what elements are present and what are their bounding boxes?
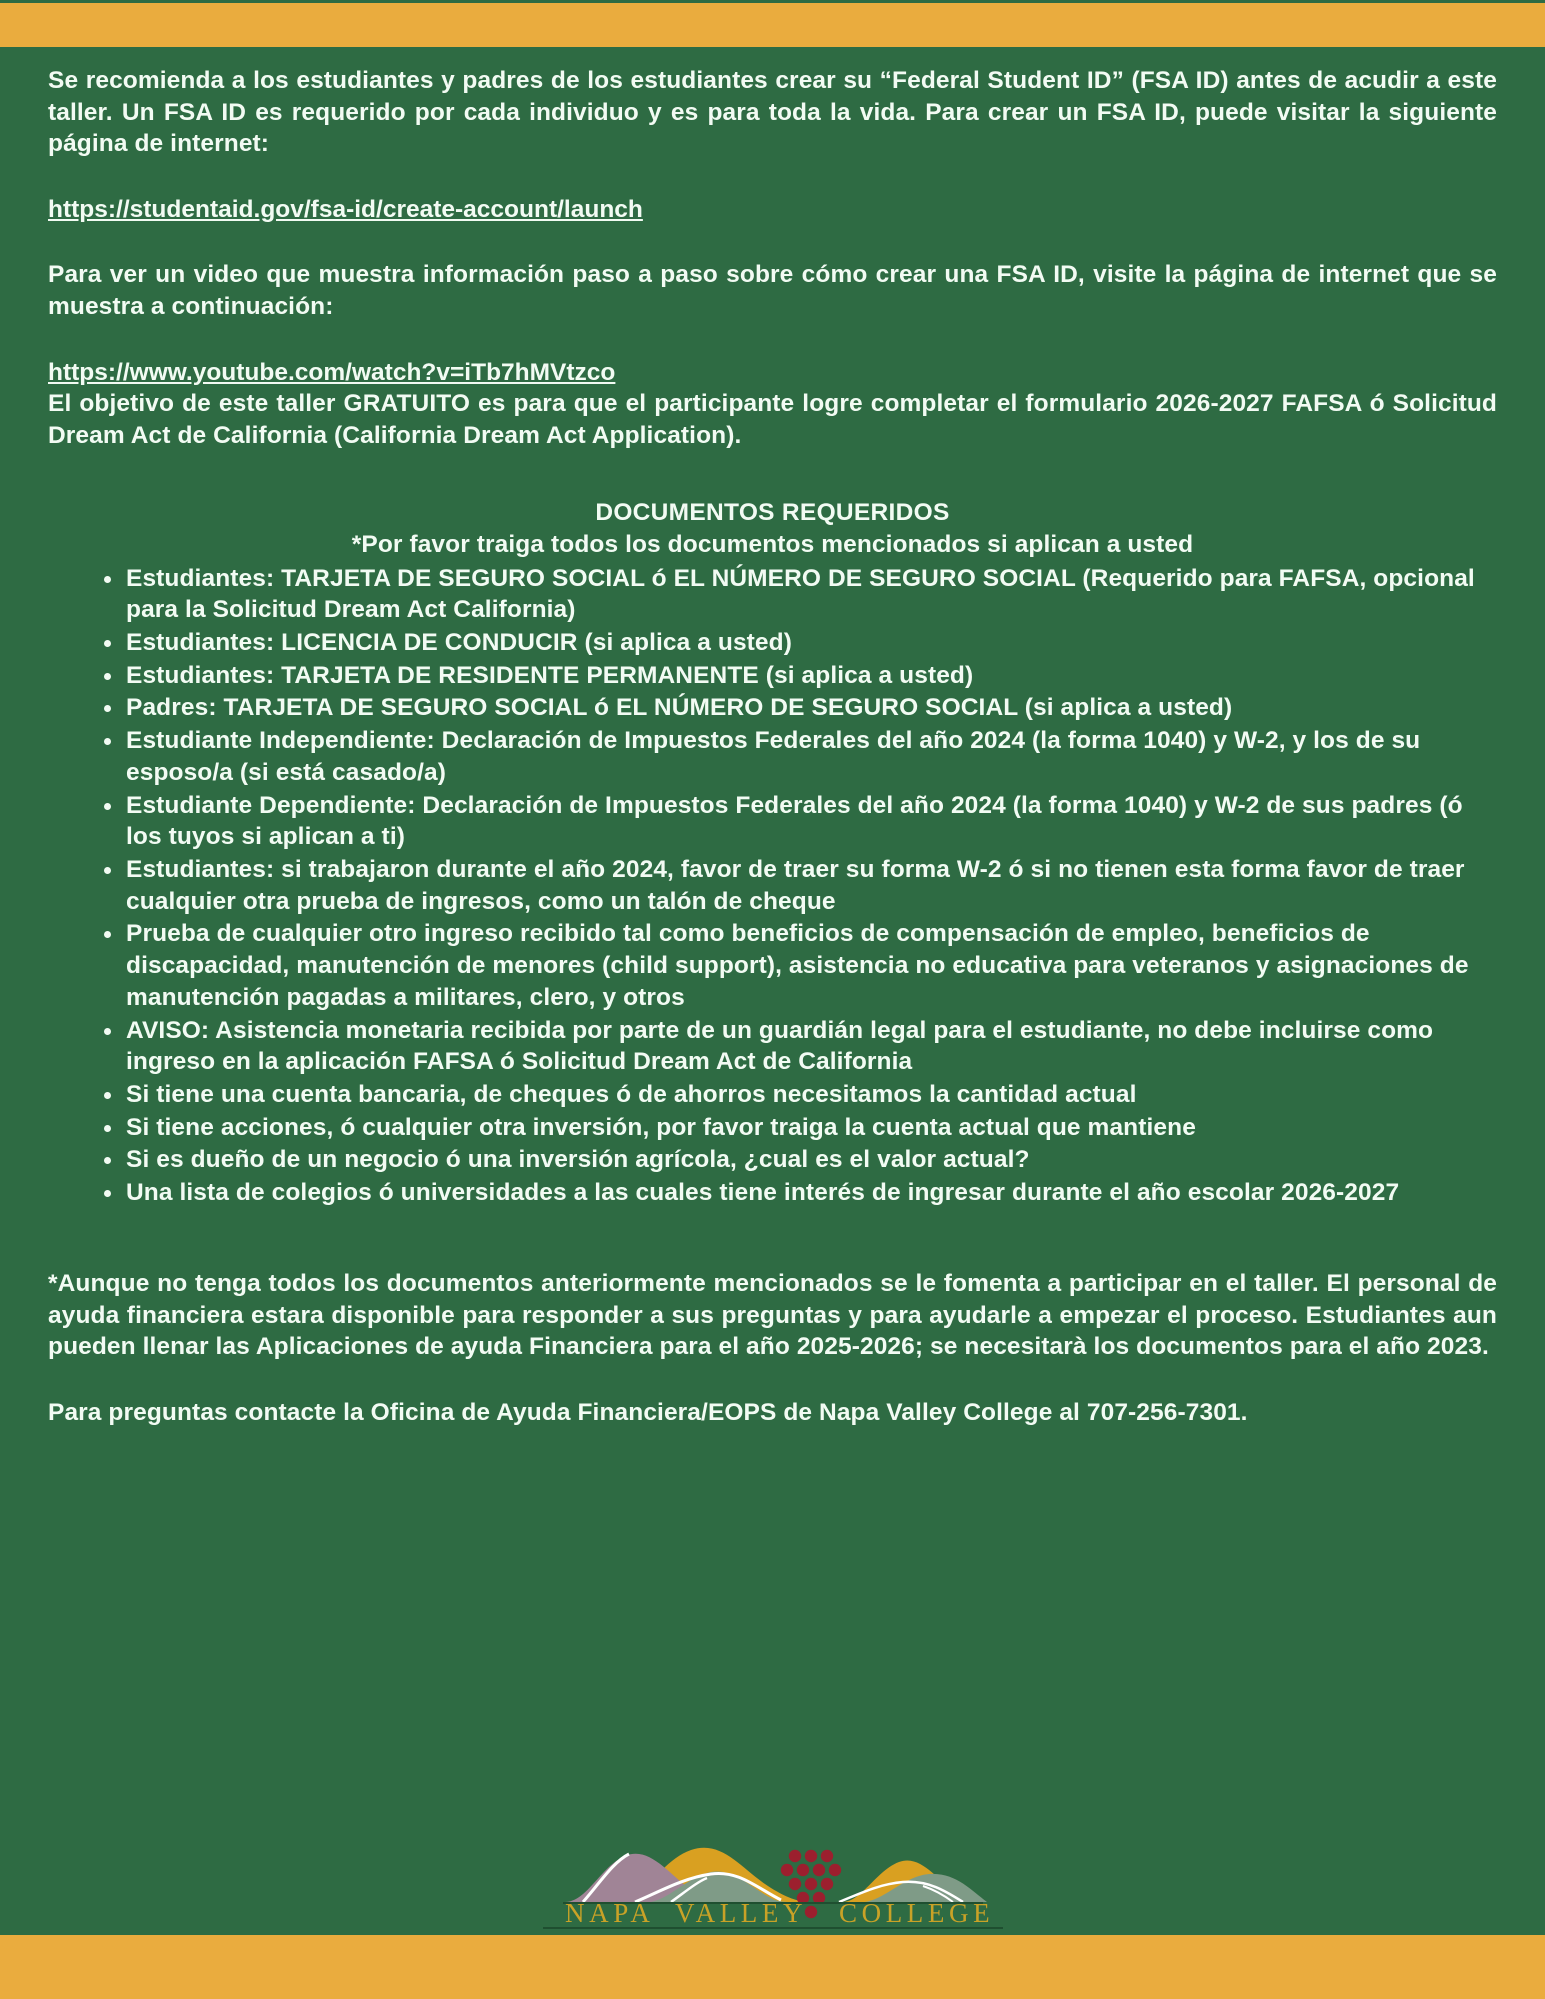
spacer	[48, 160, 1497, 194]
spacer	[48, 1210, 1497, 1268]
list-item: Si tiene acciones, ó cualquier otra inversión, por favor traiga la cuenta actual que mantiene	[104, 1112, 1497, 1144]
bottom-gold-bar	[0, 1932, 1545, 1999]
spacer	[48, 225, 1497, 259]
documents-heading: DOCUMENTOS REQUERIDOS	[595, 499, 950, 527]
list-item: Una lista de colegios ó universidades a las cuales tiene interés de ingresar durante el año escolar 2026-2027	[104, 1177, 1497, 1209]
list-item: Estudiantes: si trabajaron durante el año 2024, favor de traer su forma W-2 ó si no tienen esta forma favor de traer cualquier otra prueba de ingresos, como un talón de cheque	[104, 854, 1497, 917]
intro-paragraph-1: Se recomienda a los estudiantes y padres de los estudiantes crear su “Federal Student ID” (FSA ID) antes de acudir a este taller. Un FSA ID es requerido por cada individuo y es para toda la vida. Para crear un FSA ID, puede visitar la siguiente página de internet:	[48, 67, 1497, 158]
list-item: Estudiantes: TARJETA DE SEGURO SOCIAL ó EL NÚMERO DE SEGURO SOCIAL (Requerido para FAFSA, opcional para la Solicitud Dream Act California)	[104, 563, 1497, 626]
spacer	[48, 323, 1497, 357]
closing-paragraph-1: *Aunque no tenga todos los documentos anteriormente mencionados se le fomenta a participar en el taller. El personal de ayuda financiera estara disponible para responder a sus preguntas y para ayudarle a empezar el proceso. Estudiantes aun pueden llenar las Aplicaciones de ayuda Financiera para el año 2025-2026; se necesitarà los documentos para el año 2023.	[48, 1269, 1497, 1361]
logo-word-napa: NAPA	[564, 1898, 654, 1928]
spacer	[48, 1363, 1497, 1397]
intro-paragraph-2: Para ver un video que muestra información paso a paso sobre cómo crear una FSA ID, visite la página de internet que se muestra a continuación:	[48, 261, 1497, 320]
list-item: Estudiante Dependiente: Declaración de Impuestos Federales del año 2024 (la forma 1040) y W-2 de sus padres (ó los tuyos si aplican a ti)	[104, 790, 1497, 853]
list-item: Si es dueño de un negocio ó una inversión agrícola, ¿cual es el valor actual?	[104, 1144, 1497, 1176]
studentaid-fsa-id-link[interactable]: https://studentaid.gov/fsa-id/create-account/launch	[48, 195, 643, 223]
list-item: Estudiantes: LICENCIA DE CONDUCIR (si aplica a usted)	[104, 627, 1497, 659]
youtube-video-link[interactable]: https://www.youtube.com/watch?v=iTb7hMVtzco	[48, 358, 616, 386]
spacer	[48, 451, 1497, 497]
list-item: Prueba de cualquier otro ingreso recibido tal como beneficios de compensación de empleo, beneficios de discapacidad, manutención de menores (child support), asistencia no educativa para veteranos y asignaciones de manutención pagadas a militares, clero, y otros	[104, 918, 1497, 1013]
closing-paragraph-2: Para preguntas contacte la Oficina de Ayuda Financiera/EOPS de Napa Valley College al 707-256-7301.	[48, 1398, 1248, 1426]
top-gold-bar	[0, 0, 1545, 47]
list-item: Estudiante Independiente: Declaración de Impuestos Federales del año 2024 (la forma 1040) y W-2, y los de su esposo/a (si está casado/a)	[104, 725, 1497, 788]
list-item: Estudiantes: TARJETA DE RESIDENTE PERMANENTE (si aplica a usted)	[104, 660, 1497, 692]
intro-paragraph-3: El objetivo de este taller GRATUITO es para que el participante logre completar el formulario 2026-2027 FAFSA ó Solicitud Dream Act de California (California Dream Act Application).	[48, 390, 1497, 449]
college-logo-graphic	[543, 1832, 1003, 1932]
list-item: Si tiene una cuenta bancaria, de cheques ó de ahorros necesitamos la cantidad actual	[104, 1079, 1497, 1111]
flyer-content	[0, 47, 1545, 1932]
list-item: Padres: TARJETA DE SEGURO SOCIAL ó EL NÚMERO DE SEGURO SOCIAL (si aplica a usted)	[104, 692, 1497, 724]
required-documents-list	[48, 563, 1497, 1209]
documents-subheading: *Por favor traiga todos los documentos mencionados si aplican a usted	[351, 530, 1194, 558]
logo-word-valley: VALLEY	[674, 1898, 807, 1928]
napa-valley-college-logo	[0, 1828, 1545, 1932]
list-item: AVISO: Asistencia monetaria recibida por parte de un guardián legal para el estudiante, no debe incluirse como ingreso en la aplicación FAFSA ó Solicitud Dream Act de California	[104, 1015, 1497, 1078]
logo-word-college: COLLEGE	[838, 1898, 994, 1928]
